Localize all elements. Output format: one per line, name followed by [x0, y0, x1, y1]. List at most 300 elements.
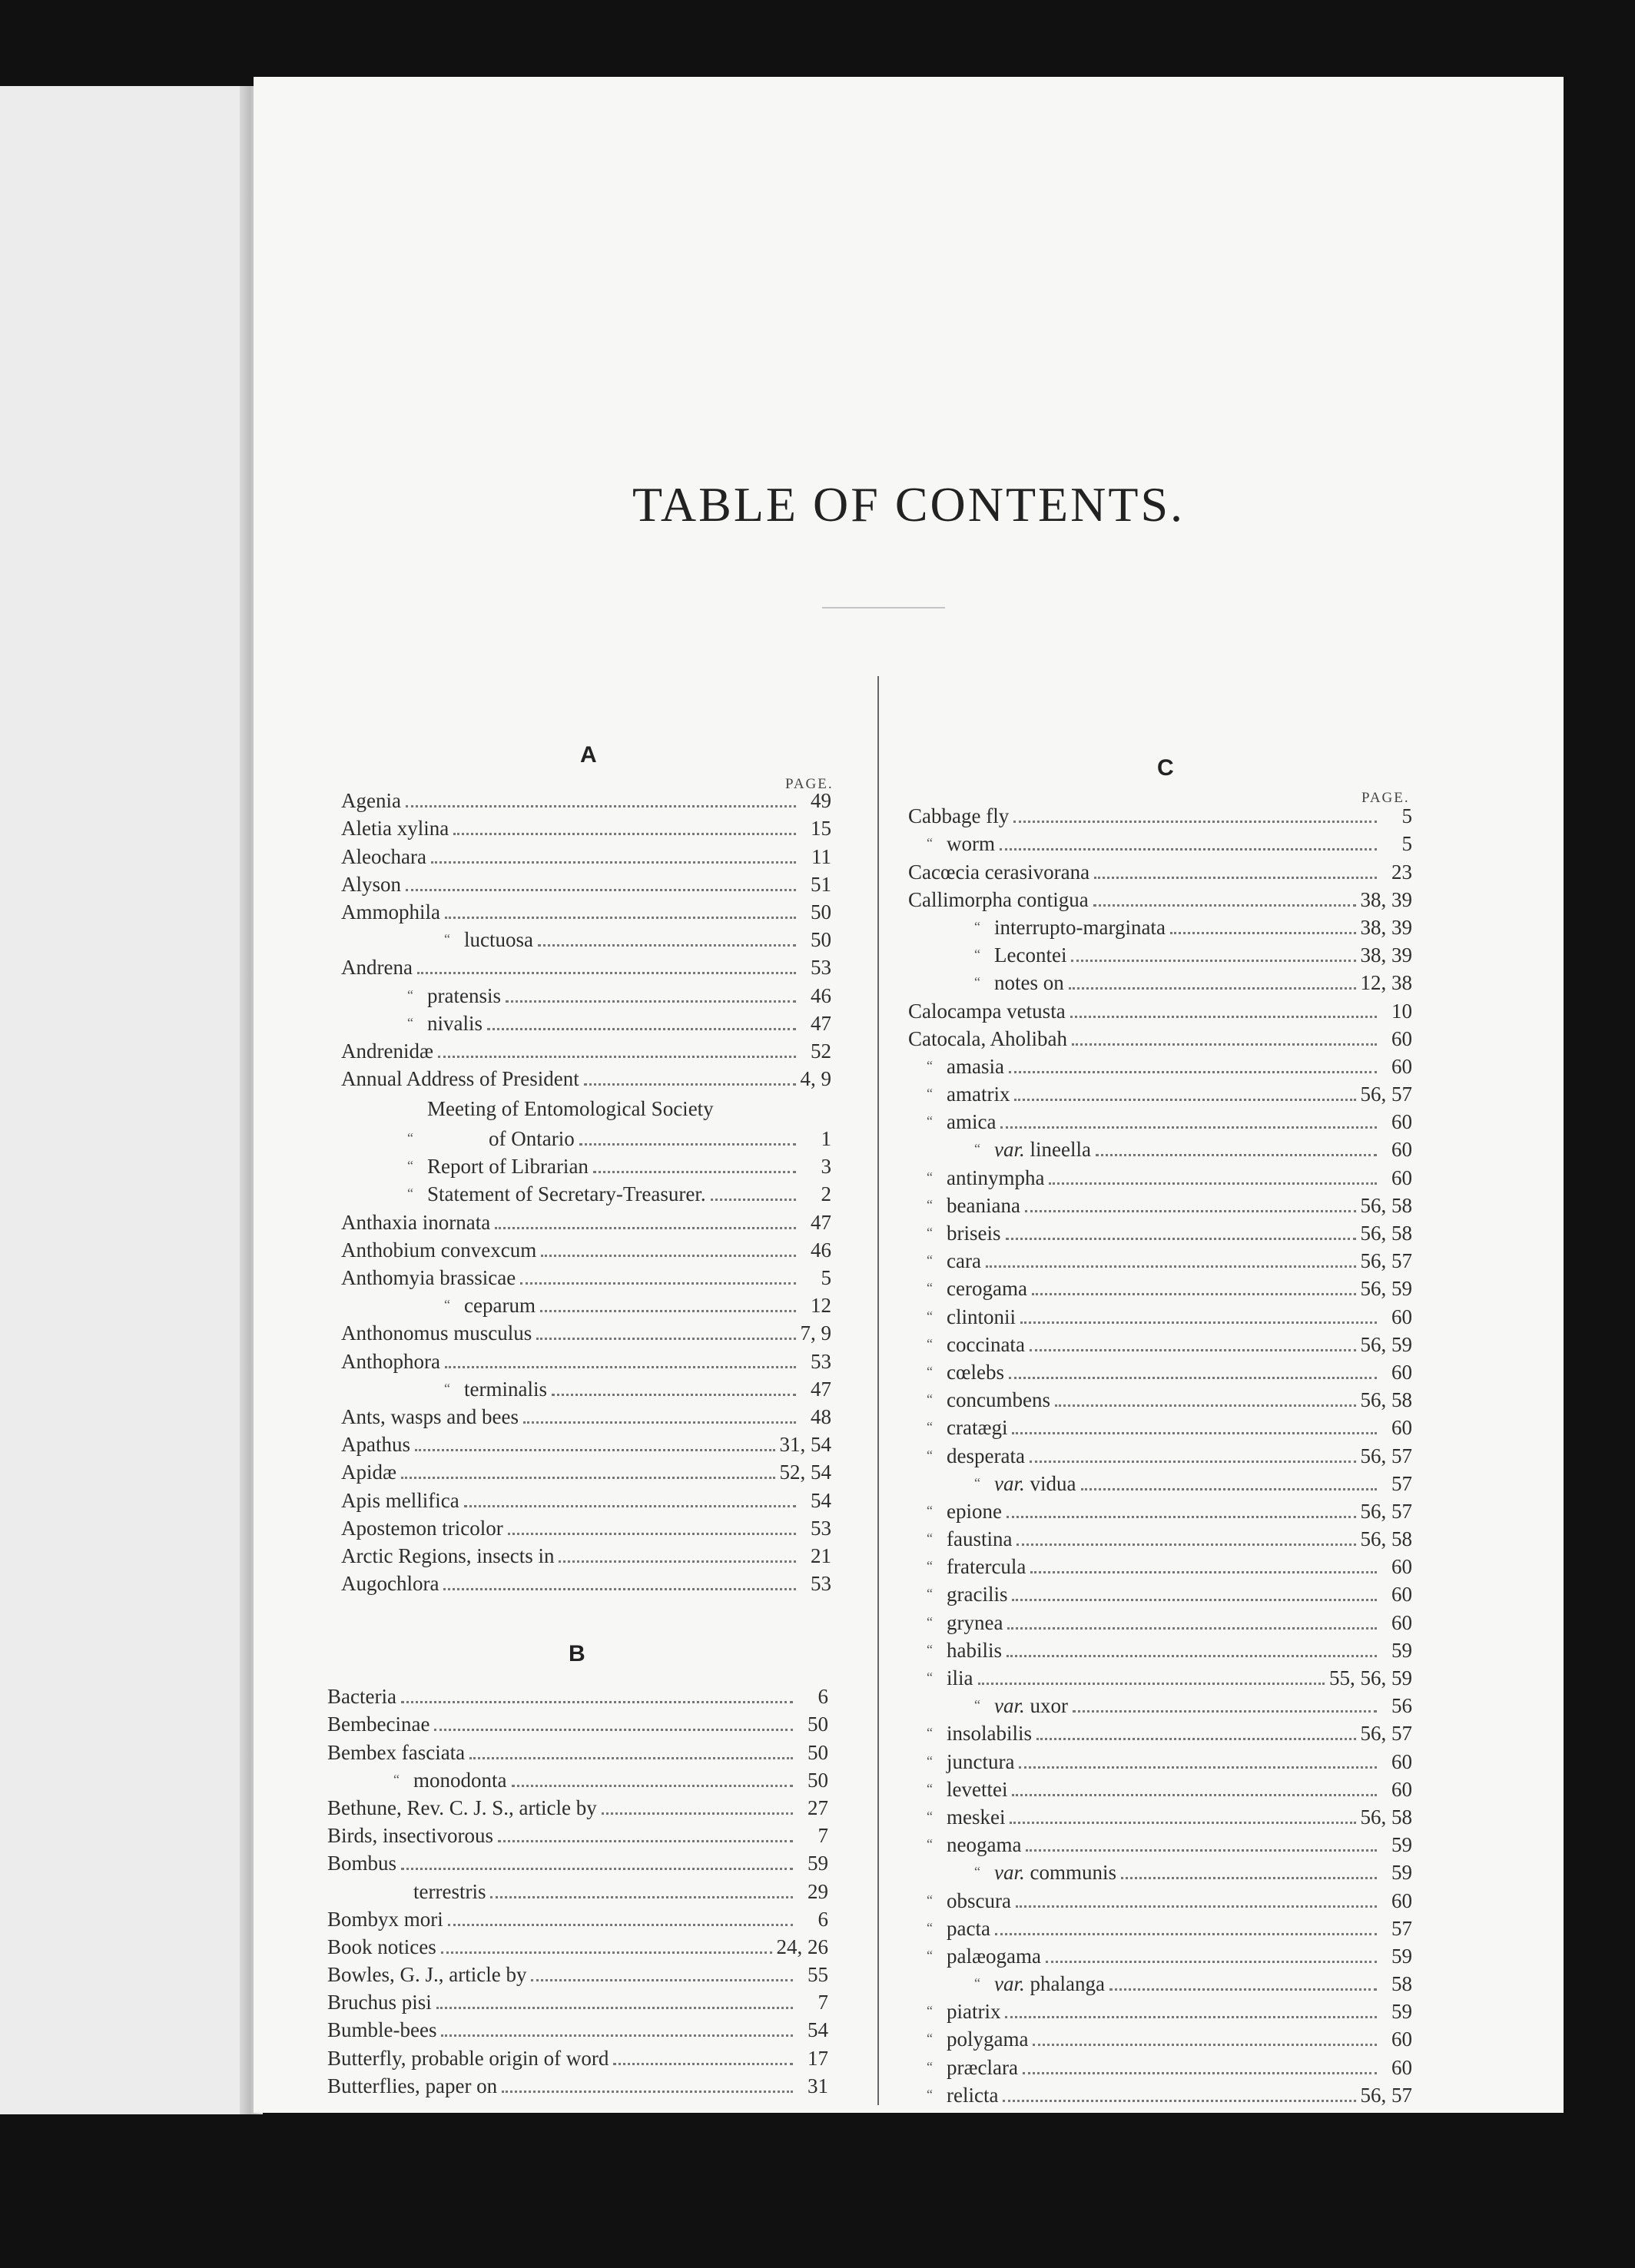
dot-leader — [1070, 1008, 1377, 1018]
entry-text: Butterflies, paper on — [327, 2074, 498, 2097]
entry-text: faustina — [947, 1527, 1013, 1551]
ditto-mark-glyph: “ — [927, 1169, 933, 1185]
dot-leader — [1049, 1175, 1377, 1185]
page-number: 53 — [811, 1572, 831, 1596]
entry-text: junctura — [947, 1749, 1015, 1773]
page-number: 54 — [811, 1488, 831, 1512]
page-number: 50 — [811, 900, 831, 923]
ditto-mark-glyph: “ — [927, 1113, 933, 1129]
ditto-mark-glyph: “ — [444, 931, 450, 947]
ditto-mark-glyph: “ — [927, 2003, 933, 2019]
ditto-mark-glyph: “ — [444, 1380, 450, 1396]
index-entry — [908, 995, 1412, 1023]
entry-text: Anthomyia brassicae — [341, 1266, 516, 1289]
index-entry — [908, 1384, 1412, 1412]
index-entry — [908, 1551, 1412, 1579]
entry-text: nivalis — [427, 1011, 483, 1035]
ditto-mark-glyph: “ — [927, 1335, 933, 1351]
dot-leader — [538, 937, 796, 947]
entry-text: terminalis — [464, 1377, 547, 1401]
entry-text: Ammophila — [341, 900, 440, 923]
page-number: 48 — [811, 1404, 831, 1428]
index-entry — [908, 1746, 1412, 1773]
page-number: 57 — [1391, 1471, 1412, 1495]
page-number: 24, 26 — [776, 1935, 828, 1958]
entry-text: piatrix — [947, 2000, 1001, 2024]
section-letter-a: A — [580, 742, 597, 768]
index-entry — [327, 1792, 828, 1820]
page-number: 60 — [1391, 1583, 1412, 1606]
dot-leader — [978, 1675, 1325, 1685]
dot-leader — [1023, 2064, 1377, 2074]
ditto-mark-glyph: “ — [407, 1130, 413, 1146]
dot-leader — [531, 1971, 793, 1981]
ditto-mark-glyph: “ — [927, 2086, 933, 2102]
entry-text: Bruchus pisi — [327, 1991, 432, 2014]
page-number: 6 — [818, 1907, 828, 1931]
dot-leader — [502, 2083, 793, 2093]
dot-leader — [1012, 1786, 1377, 1796]
ditto-mark-glyph: “ — [927, 1725, 933, 1741]
ditto-mark-glyph: “ — [927, 835, 933, 851]
index-entry — [341, 1008, 831, 1036]
dot-leader — [438, 1048, 796, 1058]
index-entry — [341, 1063, 831, 1091]
dot-leader — [1032, 1285, 1356, 1295]
entry-text: luctuosa — [464, 928, 533, 952]
index-entry — [908, 1524, 1412, 1551]
index-entry — [341, 1374, 831, 1401]
ditto-mark-glyph: “ — [927, 1752, 933, 1769]
index-entry — [908, 1690, 1412, 1718]
page-number: 60 — [1391, 1360, 1412, 1384]
entry-text: præclara — [947, 2055, 1018, 2079]
entry-text: Birds, insectivorous — [327, 1824, 493, 1848]
ditto-mark-glyph: “ — [927, 1947, 933, 1963]
dot-leader — [1000, 841, 1377, 850]
ditto-mark-glyph: “ — [927, 2058, 933, 2074]
entry-text: ceparum — [464, 1294, 536, 1318]
entry-text: amica — [947, 1110, 997, 1134]
ditto-mark-glyph: “ — [927, 2031, 933, 2047]
entry-text: obscura — [947, 1888, 1011, 1912]
dot-leader — [711, 1191, 796, 1201]
section-letter-c: C — [1157, 755, 1174, 781]
index-entry — [908, 940, 1412, 967]
index-entry — [327, 1987, 828, 2014]
dot-leader — [1014, 1091, 1355, 1101]
dot-leader — [441, 1944, 772, 1954]
dot-leader — [436, 1999, 793, 2009]
entry-text: Andrenidæ — [341, 1039, 433, 1063]
entry-text-continued: of Ontario — [489, 1127, 575, 1151]
dot-leader — [1033, 2036, 1377, 2046]
page-number: 55, 56, 59 — [1329, 1666, 1412, 1689]
dot-leader — [1073, 1703, 1377, 1713]
ditto-mark-glyph: “ — [927, 1086, 933, 1102]
entry-text: concumbens — [947, 1388, 1050, 1412]
index-entry — [908, 1996, 1412, 2024]
page-number: 27 — [808, 1796, 828, 1819]
page-number: 7 — [818, 1824, 828, 1848]
page-number: 56, 58 — [1360, 1805, 1412, 1829]
entry-text: meskei — [947, 1805, 1006, 1829]
index-entry — [908, 1496, 1412, 1524]
entry-text: cerogama — [947, 1277, 1027, 1301]
entry-text: Apostemon tricolor — [341, 1516, 503, 1540]
index-entry — [908, 1162, 1412, 1189]
ditto-mark-glyph: “ — [927, 1530, 933, 1547]
index-entry — [908, 1941, 1412, 1968]
page-number: 38, 39 — [1360, 943, 1412, 967]
index-entry — [341, 924, 831, 952]
page-number: 59 — [1391, 2000, 1412, 2024]
dot-leader — [520, 1275, 796, 1285]
entry-text: desperata — [947, 1444, 1025, 1467]
dot-leader — [1072, 1036, 1377, 1046]
dot-leader — [1012, 1424, 1377, 1434]
index-entry — [327, 1875, 828, 1903]
index-entry — [341, 1091, 831, 1151]
ditto-mark-glyph: “ — [927, 1308, 933, 1324]
dot-leader — [1094, 869, 1377, 879]
page-number: 5 — [821, 1266, 831, 1289]
ditto-mark-glyph: “ — [927, 1613, 933, 1630]
page-number: 31, 54 — [779, 1433, 831, 1457]
index-entry — [908, 967, 1412, 995]
dot-leader — [552, 1386, 796, 1396]
entry-text: var. phalanga — [994, 1972, 1105, 1996]
entry-text: var. uxor — [994, 1694, 1068, 1718]
dot-leader — [1036, 1730, 1355, 1740]
index-entry — [341, 785, 831, 813]
entry-text: amasia — [947, 1054, 1004, 1078]
title-rule — [822, 607, 945, 608]
entry-text: clintonii — [947, 1305, 1016, 1328]
page-number: 52, 54 — [779, 1461, 831, 1484]
ditto-mark-glyph: “ — [927, 1252, 933, 1268]
page-number: 7 — [818, 1991, 828, 2014]
index-list-b — [327, 1681, 828, 2098]
index-entry — [908, 912, 1412, 940]
dot-leader — [443, 1580, 796, 1590]
index-entry — [341, 1290, 831, 1318]
dot-leader — [1096, 1146, 1377, 1156]
dot-leader — [1009, 1063, 1377, 1073]
index-entry — [908, 1579, 1412, 1606]
page-number: 3 — [821, 1155, 831, 1179]
entry-text: Bembecinae — [327, 1713, 430, 1736]
index-entry — [908, 1106, 1412, 1134]
index-entry — [341, 1262, 831, 1290]
index-entry — [327, 1765, 828, 1792]
ditto-mark-glyph: “ — [974, 1474, 980, 1490]
dot-leader — [1012, 1591, 1377, 1601]
page-title: TABLE OF CONTENTS. — [632, 477, 1186, 532]
entry-text: pratensis — [427, 983, 501, 1007]
index-entry — [908, 1440, 1412, 1467]
index-entry — [327, 1848, 828, 1875]
entry-text: Anthobium convexcum — [341, 1238, 537, 1262]
dot-leader — [541, 1247, 796, 1257]
index-entry — [341, 1457, 831, 1484]
document-page — [254, 77, 1564, 2113]
dot-leader — [1121, 1869, 1377, 1879]
page-number: 50 — [808, 1768, 828, 1792]
page-number: 56, 57 — [1360, 1499, 1412, 1523]
index-entry — [327, 1709, 828, 1736]
ditto-mark-glyph: “ — [927, 1892, 933, 1908]
index-entry — [327, 1820, 828, 1848]
page-number: 60 — [1391, 1416, 1412, 1440]
entry-text: Bethune, Rev. C. J. S., article by — [327, 1796, 597, 1819]
entry-text: habilis — [947, 1638, 1002, 1662]
page-number: 56, 57 — [1360, 1444, 1412, 1467]
index-entry — [908, 1301, 1412, 1328]
page-number: 12, 38 — [1360, 971, 1412, 995]
dot-leader — [1019, 1759, 1377, 1769]
ditto-mark-glyph: “ — [974, 918, 980, 934]
dot-leader — [1010, 1814, 1355, 1824]
index-entry — [327, 1904, 828, 1931]
section-letter-b: B — [569, 1641, 585, 1666]
entry-text: Annual Address of President — [341, 1067, 579, 1091]
index-entry — [327, 1736, 828, 1764]
ditto-mark-glyph: “ — [444, 1297, 450, 1313]
ditto-mark-glyph: “ — [393, 1771, 400, 1787]
ditto-mark-glyph: “ — [407, 1014, 413, 1030]
ditto-mark-glyph: “ — [927, 1363, 933, 1379]
index-entry — [341, 1401, 831, 1429]
column-divider — [877, 676, 879, 2105]
index-entry — [908, 1663, 1412, 1690]
index-entry — [908, 1774, 1412, 1802]
entry-text: Anthaxia inornata — [341, 1210, 491, 1234]
page-number: 60 — [1391, 1138, 1412, 1162]
entry-text: Calocampa vetusta — [908, 999, 1066, 1023]
page-number: 47 — [811, 1377, 831, 1401]
index-entry — [908, 1829, 1412, 1857]
page-number: 4, 9 — [800, 1067, 831, 1091]
dot-leader — [445, 1358, 796, 1368]
dot-leader — [613, 2055, 793, 2065]
ditto-mark-glyph: “ — [927, 1808, 933, 1824]
index-entry — [908, 1718, 1412, 1746]
dot-leader — [995, 1925, 1377, 1935]
entry-text: Meeting of Entomological Society — [427, 1097, 714, 1121]
dot-leader — [453, 825, 796, 835]
dot-leader — [1016, 1536, 1355, 1546]
page-number: 56, 58 — [1360, 1388, 1412, 1412]
entry-line-1 — [427, 1091, 831, 1121]
dot-leader — [469, 1749, 793, 1759]
ditto-mark-glyph: “ — [927, 1502, 933, 1518]
dot-leader — [508, 1525, 796, 1535]
facing-page — [0, 86, 254, 2114]
page-number: 59 — [808, 1852, 828, 1875]
index-entry — [327, 2042, 828, 2070]
index-entry — [327, 2071, 828, 2098]
page-number: 60 — [1391, 1749, 1412, 1773]
dot-leader — [406, 881, 796, 891]
dot-leader — [1109, 1981, 1377, 1991]
entry-text: Report of Librarian — [427, 1155, 589, 1179]
page-number: 55 — [808, 1963, 828, 1987]
dot-leader — [506, 993, 796, 1003]
index-entry — [908, 2051, 1412, 2079]
page-number: 17 — [808, 2046, 828, 2070]
dot-leader — [495, 1219, 796, 1229]
entry-text: interrupto-marginata — [994, 915, 1166, 939]
entry-text: Catocala, Aholibah — [908, 1026, 1067, 1050]
page-number: 23 — [1391, 860, 1412, 884]
entry-text: grynea — [947, 1610, 1003, 1634]
dot-leader — [512, 1777, 794, 1787]
page-number: 54 — [808, 2018, 828, 2042]
index-entry — [341, 1206, 831, 1234]
dot-leader — [445, 909, 796, 919]
entry-text: Apathus — [341, 1433, 410, 1457]
ditto-mark-glyph: “ — [927, 1225, 933, 1240]
dot-leader — [1025, 1202, 1356, 1212]
page-number: 47 — [811, 1210, 831, 1234]
page-number: 60 — [1391, 1166, 1412, 1189]
ditto-mark-glyph: “ — [974, 947, 980, 963]
ditto-mark-glyph: “ — [927, 1919, 933, 1935]
index-entry — [341, 1568, 831, 1596]
page-number: 56, 57 — [1360, 1249, 1412, 1273]
entry-text: worm — [947, 832, 995, 856]
dot-leader — [490, 1888, 793, 1898]
page-number: 21 — [811, 1544, 831, 1567]
page-number: 56, 57 — [1360, 1722, 1412, 1746]
entry-text: monodonta — [413, 1768, 507, 1792]
page-number: 56 — [1391, 1694, 1412, 1718]
dot-leader — [1055, 1397, 1356, 1407]
entry-text: Agenia — [341, 789, 401, 813]
page-number: 1 — [821, 1127, 831, 1151]
dot-leader — [602, 1805, 793, 1815]
entry-text: Augochlora — [341, 1572, 439, 1596]
index-entry — [908, 828, 1412, 856]
index-entry — [908, 801, 1412, 828]
entry-text: notes on — [994, 971, 1064, 995]
entry-text: pacta — [947, 1916, 990, 1940]
page-number: 56, 58 — [1360, 1222, 1412, 1245]
page-number: 38, 39 — [1360, 915, 1412, 939]
index-entry — [908, 1412, 1412, 1440]
entry-text: palæogama — [947, 1944, 1041, 1968]
page-number: 47 — [811, 1011, 831, 1035]
entry-text: Bombyx mori — [327, 1907, 443, 1931]
entry-text: Aletia xylina — [341, 817, 449, 841]
dot-leader — [523, 1414, 796, 1424]
index-list-a — [341, 785, 831, 1596]
index-entry — [908, 2080, 1412, 2107]
index-entry — [908, 1218, 1412, 1245]
page-column-heading-right: PAGE. — [1361, 790, 1410, 806]
page-number: 60 — [1391, 1054, 1412, 1078]
page-number: 56, 58 — [1360, 1193, 1412, 1217]
ditto-mark-glyph: “ — [927, 1670, 933, 1685]
entry-text: fraterculа — [947, 1555, 1026, 1579]
dot-leader — [1071, 952, 1355, 962]
entry-text: Bacteria — [327, 1685, 396, 1709]
dot-leader — [593, 1163, 796, 1173]
entry-text: briseis — [947, 1222, 1001, 1245]
dot-leader — [498, 1832, 793, 1842]
entry-text: Apis mellifica — [341, 1488, 459, 1512]
entry-text: gracilis — [947, 1583, 1008, 1606]
dot-leader — [1046, 1953, 1377, 1963]
entry-text: amatrix — [947, 1083, 1010, 1106]
dot-leader — [434, 1721, 793, 1731]
index-entry — [908, 856, 1412, 884]
index-entry — [327, 1959, 828, 1987]
dot-leader — [1093, 897, 1356, 907]
index-list-c — [908, 801, 1412, 2107]
dot-leader — [1003, 2092, 1355, 2102]
index-entry — [908, 1913, 1412, 1941]
entry-text: Cabbage fly — [908, 804, 1010, 828]
index-entry — [327, 1931, 828, 1959]
index-entry — [341, 841, 831, 868]
index-entry — [908, 1023, 1412, 1051]
page-number: 12 — [811, 1294, 831, 1318]
index-entry — [341, 869, 831, 897]
entry-text: insolabilis — [947, 1722, 1033, 1746]
entry-text: ilia — [947, 1666, 973, 1689]
entry-text: Bembex fasciata — [327, 1740, 466, 1764]
entry-text: neogama — [947, 1833, 1022, 1857]
dot-leader — [1000, 1119, 1377, 1129]
entry-text: Callimorpha contigua — [908, 887, 1089, 911]
page-number: 50 — [808, 1713, 828, 1736]
ditto-mark-glyph: “ — [974, 1864, 980, 1880]
index-entry — [908, 1079, 1412, 1106]
page-number: 52 — [811, 1039, 831, 1063]
index-entry — [908, 1134, 1412, 1162]
dot-leader — [986, 1258, 1356, 1268]
index-entry — [341, 1318, 831, 1345]
page-number: 38, 39 — [1360, 887, 1412, 911]
page-number: 5 — [1401, 804, 1412, 828]
index-entry — [908, 1857, 1412, 1885]
entry-two-line — [427, 1091, 831, 1151]
dot-leader — [1007, 1620, 1377, 1630]
ditto-mark-glyph: “ — [974, 1697, 980, 1713]
dot-leader — [579, 1136, 796, 1146]
ditto-mark-glyph: “ — [407, 1185, 413, 1202]
ditto-mark-glyph: “ — [927, 1586, 933, 1602]
index-entry — [908, 1273, 1412, 1301]
ditto-mark-glyph: “ — [927, 1447, 933, 1463]
page-number: 56, 57 — [1360, 1083, 1412, 1106]
entry-text: levettei — [947, 1777, 1008, 1801]
index-entry — [341, 1179, 831, 1206]
page-number: 53 — [811, 1516, 831, 1540]
ditto-mark-glyph: “ — [927, 1391, 933, 1408]
index-entry — [908, 1635, 1412, 1663]
dot-leader — [1069, 980, 1356, 990]
index-entry — [908, 1468, 1412, 1496]
page-number: 60 — [1391, 1026, 1412, 1050]
entry-text: cara — [947, 1249, 981, 1273]
dot-leader — [448, 1916, 793, 1926]
page-number: 51 — [811, 872, 831, 896]
entry-text: relicta — [947, 2083, 999, 2107]
index-entry — [908, 884, 1412, 912]
